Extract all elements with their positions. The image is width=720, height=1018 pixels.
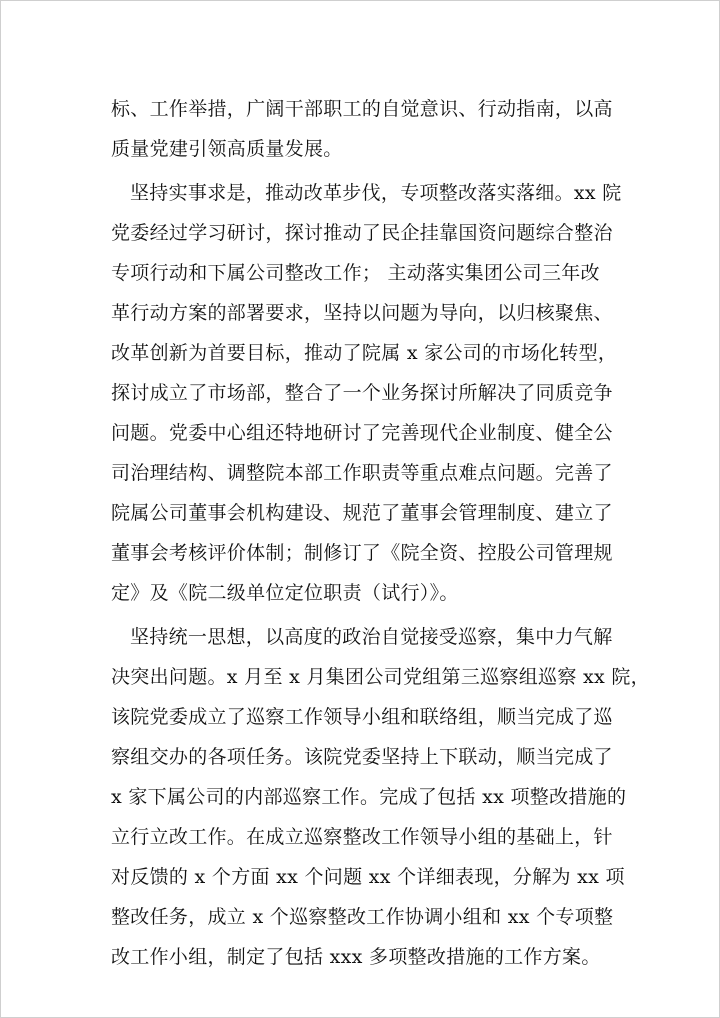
paragraph-2 [111, 173, 622, 613]
text-line: 改革创新为首要目标，推动了院属 x 家公司的市场化转型， [111, 342, 618, 364]
text-line: 探讨成立了市场部，整合了一个业务探讨所解决了同质竞争 [111, 382, 613, 404]
text-line: 整改任务，成立 x 个巡察整改工作协调小组和 xx 个专项整 [111, 906, 614, 928]
document-body [111, 89, 650, 981]
text-line: 标、工作举措，广阔干部职工的自觉意识、行动指南，以高 [111, 98, 613, 120]
text-line: 党委经过学习研讨，探讨推动了民企挂靠国资问题综合整治 [111, 222, 613, 244]
text-line: 董事会考核评价体制；制修订了《院全资、控股公司管理规 [111, 542, 613, 564]
text-line: 坚持实事求是，推动改革步伐，专项整改落实落细。xx 院 [130, 182, 622, 204]
paragraph-1 [111, 89, 611, 169]
text-line: 革行动方案的部署要求，坚持以问题为导向，以归核聚焦、 [111, 302, 613, 324]
text-line: 坚持统一思想，以高度的政治自觉接受巡察，集中力气解 [130, 626, 613, 648]
text-line: 问题。党委中心组还特地研讨了完善现代企业制度、健全公 [111, 422, 613, 444]
paragraph-3 [111, 617, 650, 977]
text-line: x 家下属公司的内部巡察工作。完成了包括 xx 项整改措施的 [111, 786, 627, 808]
text-line: 司治理结构、调整院本部工作职责等重点难点问题。完善了 [111, 462, 613, 484]
text-line: 院属公司董事会机构建设、规范了董事会管理制度、建立了 [111, 502, 613, 524]
text-line: 该院党委成立了巡察工作领导小组和联络组，顺当完成了巡 [111, 706, 613, 728]
text-line: 定》及《院二级单位定位职责（试行）》。 [111, 582, 459, 604]
text-line: 决突出问题。x 月至 x 月集团公司党组第三巡察组巡察 xx 院， [111, 666, 650, 688]
text-line: 对反馈的 x 个方面 xx 个问题 xx 个详细表现，分解为 xx 项 [111, 866, 625, 888]
text-line: 立行立改工作。在成立巡察整改工作领导小组的基础上，针 [111, 826, 613, 848]
text-line: 质量党建引领高质量发展。 [111, 138, 343, 160]
text-line: 专项行动和下属公司整改工作； 主动落实集团公司三年改 [111, 262, 600, 284]
text-line: 改工作小组，制定了包括 xxx 多项整改措施的工作方案。 [111, 946, 601, 968]
text-line: 察组交办的各项任务。该院党委坚持上下联动，顺当完成了 [111, 746, 613, 768]
